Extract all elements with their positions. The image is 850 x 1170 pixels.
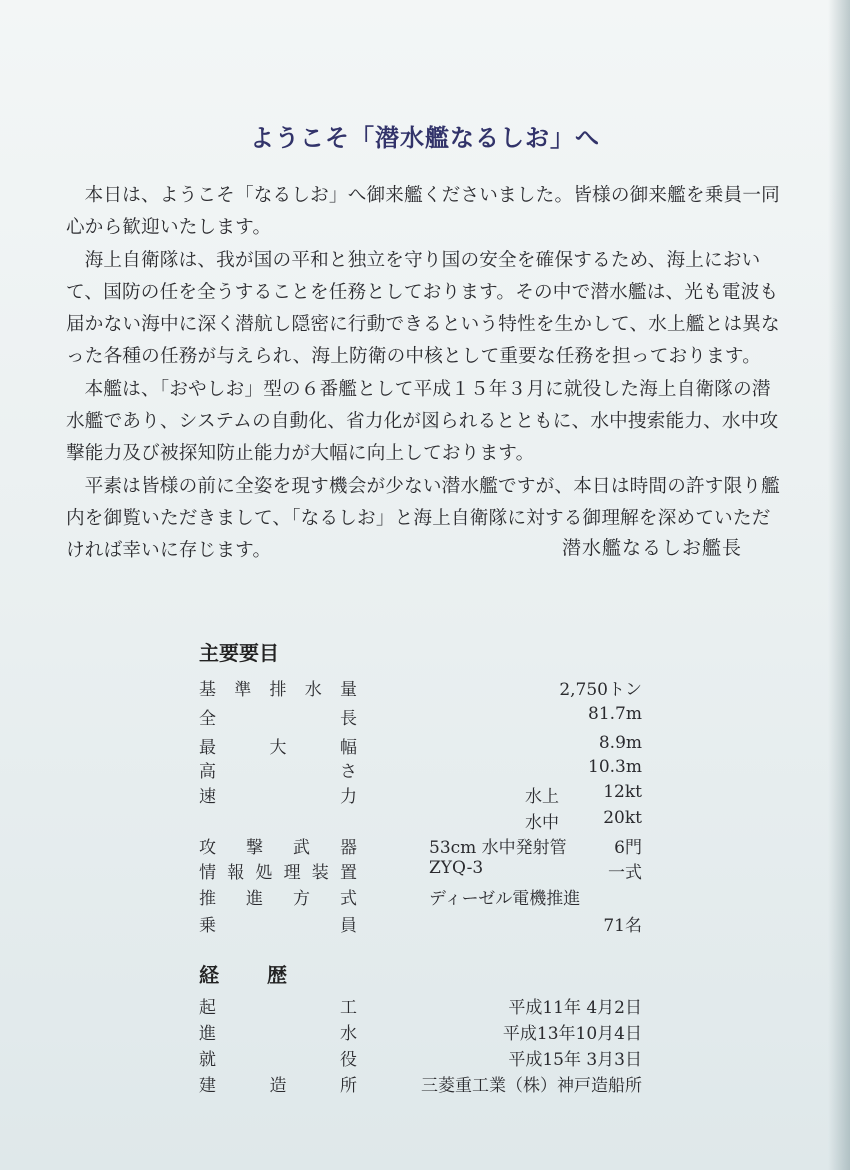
spec-row-displacement [199,675,642,701]
spec-value: 71名 [603,916,642,936]
spec-row-length [199,704,642,730]
label-char: 役 [340,1050,357,1070]
page-edge-shadow [828,0,850,1170]
signature: 潜水艦なるしお艦長 [562,537,743,559]
label-char: 量 [340,680,357,700]
label-char: さ [340,762,357,782]
spec-label [199,911,357,936]
spec-row-armament [199,833,642,859]
label-char: 最 [199,738,216,758]
label-char: 武 [293,838,310,858]
specs-heading: 主要要目 [199,641,279,665]
label-char: 式 [340,889,357,909]
label-char: 建 [199,1076,216,1096]
spec-label [199,782,357,807]
label-char: 処 [255,863,273,883]
spec-value: 8.9m [598,733,642,753]
label-char: 進 [199,1024,216,1044]
spec-value: ディーゼル電機推進 [429,889,581,909]
label-char: 理 [283,863,301,883]
label-char: 水 [340,1024,357,1044]
label-char: 長 [340,709,357,729]
spec-label [199,833,357,858]
history-row-launched [199,1019,642,1045]
spec-row-info-system [199,858,642,884]
label-char: 撃 [246,838,263,858]
history-label [199,1045,357,1070]
label-char: 乗 [199,916,216,936]
label-char: 力 [340,787,357,807]
label-char: 基 [199,680,216,700]
history-row-builder [199,1071,642,1097]
spec-row-crew [199,911,642,937]
label-char: 就 [199,1050,216,1070]
label-char: 大 [269,738,287,758]
label-char: 進 [246,889,263,909]
label-char: 攻 [199,838,216,858]
speed-surface-value: 12kt [603,782,642,802]
label-char: 高 [199,762,216,782]
spec-value: 10.3m [588,757,642,777]
label-char: 幅 [340,738,357,758]
label-char: 情 [199,863,216,883]
label-char: 員 [340,916,357,936]
history-value: 平成15年 3月3日 [508,1050,642,1070]
history-label [199,1019,357,1044]
label-char: 方 [293,889,310,909]
ship-paragraph: 本艦は、「おやしお」型の６番艦として平成１５年３月に就役した海上自衛隊の潜水艦であり、システムの自動化、省力化が図られるとともに、水中捜索能力、水中攻撃能力及び被探知防止能力が大幅に向上しております。 [66,378,779,465]
label-char: 所 [340,1076,357,1096]
history-value: 三菱重工業（株）神戸造船所 [421,1076,642,1096]
label-char: 造 [269,1076,287,1096]
label-char: 置 [339,863,357,883]
history-row-commissioned [199,1045,642,1071]
speed-surface-label: 水上 [525,787,559,807]
label-char: 全 [199,709,216,729]
label-char: 装 [311,863,329,883]
spec-value: 2,750トン [559,680,642,700]
spec-count: 6門 [614,838,642,858]
spec-row-speed [199,782,642,808]
spec-count: 一式 [608,863,642,883]
label-char: 排 [269,680,287,700]
speed-submerged-value: 20kt [603,808,642,828]
spec-row-propulsion [199,884,642,910]
history-label [199,1071,357,1096]
mission-paragraph: 海上自衛隊は、我が国の平和と独立を守り国の安全を確保するため、海上において、国防の任を全うすることを任務としております。その中で潜水艦は、光も電波も届かない海中に深く潜航し隠密に行動できるという特性を生かして、水上艦とは異なった各種の任務が与えられ、海上防衛の中核として重要な任務を担っております。 [66,249,780,368]
label-char: 経 [199,963,219,987]
label-char: 工 [340,998,357,1018]
history-heading [199,959,287,988]
label-char: 準 [234,680,252,700]
label-char: 起 [199,998,216,1018]
spec-label [199,858,357,883]
label-char: 歴 [267,963,287,987]
spec-row-speed-submerged [199,808,642,834]
history-row-keel-laid [199,993,642,1019]
label-char: 推 [199,889,216,909]
label-char: 水 [304,680,322,700]
spec-value: ZYQ-3 [429,858,484,878]
spec-label [199,675,357,700]
spec-value: 81.7m [588,704,642,724]
label-char: 報 [227,863,245,883]
spec-label [199,733,357,758]
spec-label [199,884,357,909]
welcome-paragraph: 本日は、ようこそ「なるしお」へ御来艦くださいました。皆様の御来艦を乗員一同心から歓迎いたします。 [66,185,780,239]
history-label [199,993,357,1018]
spec-row-beam [199,733,642,759]
history-heading-text [199,959,287,988]
label-char: 器 [340,838,357,858]
history-value: 平成11年 4月2日 [508,998,642,1018]
spec-value: 53cm 水中発射管 [429,838,567,858]
history-value: 平成13年10月4日 [502,1024,642,1044]
page-title: ようこそ「潜水艦なるしお」へ [250,124,600,152]
label-char: 速 [199,787,216,807]
spec-label [199,704,357,729]
closing-paragraph: 平素は皆様の前に全姿を現す機会が少ない潜水艦ですが、本日は時間の許す限り艦内を御覧いただきまして、「なるしお」と海上自衛隊に対する御理解を深めていただければ幸いに存じます。 [66,475,780,562]
speed-submerged-label: 水中 [525,813,559,833]
welcome-message [66,180,786,568]
spec-row-height [199,757,642,783]
spec-label [199,757,357,782]
